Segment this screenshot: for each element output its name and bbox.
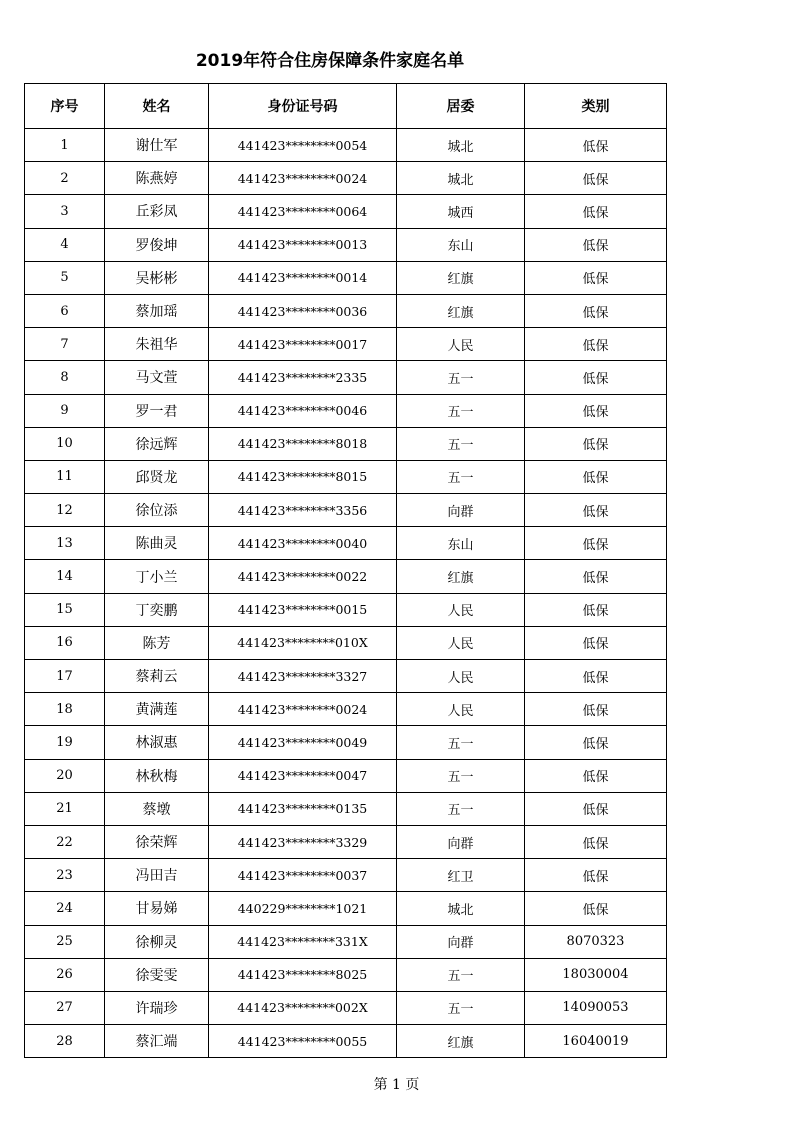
- cell-category: 低保: [525, 593, 667, 626]
- cell-category: 低保: [525, 494, 667, 527]
- cell-id: 441423********3329: [209, 825, 397, 858]
- cell-category: 18030004: [525, 958, 667, 991]
- cell-no: 28: [25, 1025, 105, 1058]
- cell-no: 17: [25, 660, 105, 693]
- cell-name: 徐雯雯: [105, 958, 209, 991]
- cell-committee: 五一: [397, 394, 525, 427]
- cell-category: 低保: [525, 328, 667, 361]
- cell-id: 441423********0022: [209, 560, 397, 593]
- cell-category: 低保: [525, 228, 667, 261]
- cell-no: 14: [25, 560, 105, 593]
- cell-name: 丁奕鹏: [105, 593, 209, 626]
- cell-no: 18: [25, 693, 105, 726]
- cell-no: 26: [25, 958, 105, 991]
- cell-name: 冯田吉: [105, 859, 209, 892]
- cell-no: 2: [25, 162, 105, 195]
- table-row: [25, 195, 667, 228]
- cell-id: 441423********0047: [209, 759, 397, 792]
- table-row: [25, 527, 667, 560]
- cell-no: 19: [25, 726, 105, 759]
- cell-category: 低保: [525, 560, 667, 593]
- cell-no: 12: [25, 494, 105, 527]
- cell-name: 吴彬彬: [105, 261, 209, 294]
- cell-category: 低保: [525, 660, 667, 693]
- table-row: [25, 294, 667, 327]
- cell-committee: 城西: [397, 195, 525, 228]
- cell-id: 441423********8015: [209, 460, 397, 493]
- cell-category: 低保: [525, 129, 667, 162]
- cell-committee: 五一: [397, 726, 525, 759]
- cell-name: 蔡汇端: [105, 1025, 209, 1058]
- cell-name: 邱贤龙: [105, 460, 209, 493]
- cell-committee: 五一: [397, 991, 525, 1024]
- cell-category: 低保: [525, 693, 667, 726]
- cell-id: 441423********0049: [209, 726, 397, 759]
- cell-id: 441423********0024: [209, 693, 397, 726]
- cell-no: 24: [25, 892, 105, 925]
- cell-committee: 五一: [397, 792, 525, 825]
- table-row: [25, 1025, 667, 1058]
- table-row: [25, 394, 667, 427]
- cell-id: 441423********0135: [209, 792, 397, 825]
- cell-name: 甘易娣: [105, 892, 209, 925]
- cell-name: 丘彩凤: [105, 195, 209, 228]
- cell-name: 许瑞珍: [105, 991, 209, 1024]
- cell-category: 8070323: [525, 925, 667, 958]
- cell-id: 441423********0037: [209, 859, 397, 892]
- cell-committee: 城北: [397, 129, 525, 162]
- cell-id: 441423********0017: [209, 328, 397, 361]
- table-row: [25, 925, 667, 958]
- cell-category: 低保: [525, 427, 667, 460]
- cell-id: 441423********0040: [209, 527, 397, 560]
- table-row: [25, 825, 667, 858]
- cell-no: 10: [25, 427, 105, 460]
- cell-name: 罗一君: [105, 394, 209, 427]
- table-row: [25, 593, 667, 626]
- header-committee: 居委: [397, 84, 525, 129]
- cell-committee: 红旗: [397, 560, 525, 593]
- cell-committee: 城北: [397, 892, 525, 925]
- cell-name: 丁小兰: [105, 560, 209, 593]
- table-row: [25, 427, 667, 460]
- cell-category: 低保: [525, 859, 667, 892]
- cell-name: 谢仕军: [105, 129, 209, 162]
- cell-name: 马文萱: [105, 361, 209, 394]
- table-row: [25, 693, 667, 726]
- page-title: 2019年符合住房保障条件家庭名单: [195, 51, 465, 71]
- table-header-row: [25, 84, 667, 129]
- cell-category: 14090053: [525, 991, 667, 1024]
- cell-committee: 东山: [397, 527, 525, 560]
- table-row: [25, 991, 667, 1024]
- cell-name: 罗俊坤: [105, 228, 209, 261]
- cell-name: 黄满莲: [105, 693, 209, 726]
- cell-committee: 红旗: [397, 261, 525, 294]
- cell-no: 23: [25, 859, 105, 892]
- cell-committee: 人民: [397, 660, 525, 693]
- cell-id: 441423********0014: [209, 261, 397, 294]
- header-category: 类别: [525, 84, 667, 129]
- cell-name: 朱祖华: [105, 328, 209, 361]
- cell-category: 低保: [525, 626, 667, 659]
- family-list-table: [24, 83, 667, 1058]
- table-row: [25, 859, 667, 892]
- table-row: [25, 560, 667, 593]
- cell-id: 441423********2335: [209, 361, 397, 394]
- table-row: [25, 129, 667, 162]
- cell-id: 441423********002X: [209, 991, 397, 1024]
- cell-no: 1: [25, 129, 105, 162]
- cell-no: 15: [25, 593, 105, 626]
- cell-committee: 五一: [397, 361, 525, 394]
- table-row: [25, 228, 667, 261]
- cell-no: 16: [25, 626, 105, 659]
- table-row: [25, 361, 667, 394]
- cell-no: 25: [25, 925, 105, 958]
- cell-committee: 向群: [397, 925, 525, 958]
- cell-id: 441423********0015: [209, 593, 397, 626]
- cell-category: 低保: [525, 460, 667, 493]
- cell-committee: 向群: [397, 825, 525, 858]
- cell-category: 16040019: [525, 1025, 667, 1058]
- cell-name: 陈燕婷: [105, 162, 209, 195]
- table-row: [25, 759, 667, 792]
- cell-id: 441423********8025: [209, 958, 397, 991]
- cell-committee: 城北: [397, 162, 525, 195]
- cell-category: 低保: [525, 294, 667, 327]
- cell-id: 441423********0046: [209, 394, 397, 427]
- table-row: [25, 892, 667, 925]
- table-row: [25, 626, 667, 659]
- cell-no: 13: [25, 527, 105, 560]
- cell-no: 6: [25, 294, 105, 327]
- table-row: [25, 162, 667, 195]
- cell-name: 徐柳灵: [105, 925, 209, 958]
- cell-no: 5: [25, 261, 105, 294]
- cell-committee: 东山: [397, 228, 525, 261]
- cell-category: 低保: [525, 261, 667, 294]
- cell-name: 徐远辉: [105, 427, 209, 460]
- page-footer: 第 1 页: [373, 1077, 420, 1093]
- cell-no: 20: [25, 759, 105, 792]
- cell-id: 441423********0054: [209, 129, 397, 162]
- table-row: [25, 792, 667, 825]
- cell-id: 441423********3356: [209, 494, 397, 527]
- cell-category: 低保: [525, 726, 667, 759]
- cell-name: 陈曲灵: [105, 527, 209, 560]
- cell-name: 徐荣辉: [105, 825, 209, 858]
- cell-no: 3: [25, 195, 105, 228]
- cell-committee: 人民: [397, 626, 525, 659]
- cell-id: 441423********0055: [209, 1025, 397, 1058]
- table-row: [25, 494, 667, 527]
- cell-committee: 五一: [397, 759, 525, 792]
- cell-category: 低保: [525, 759, 667, 792]
- cell-committee: 五一: [397, 460, 525, 493]
- header-no: 序号: [25, 84, 105, 129]
- cell-id: 440229********1021: [209, 892, 397, 925]
- cell-category: 低保: [525, 394, 667, 427]
- cell-committee: 红旗: [397, 294, 525, 327]
- cell-category: 低保: [525, 825, 667, 858]
- cell-name: 陈芳: [105, 626, 209, 659]
- cell-category: 低保: [525, 527, 667, 560]
- cell-committee: 人民: [397, 328, 525, 361]
- table-row: [25, 460, 667, 493]
- cell-no: 7: [25, 328, 105, 361]
- table-row: [25, 660, 667, 693]
- cell-category: 低保: [525, 162, 667, 195]
- cell-no: 27: [25, 991, 105, 1024]
- cell-id: 441423********010X: [209, 626, 397, 659]
- cell-id: 441423********331X: [209, 925, 397, 958]
- cell-committee: 人民: [397, 593, 525, 626]
- table-row: [25, 726, 667, 759]
- cell-name: 蔡加瑶: [105, 294, 209, 327]
- cell-committee: 五一: [397, 427, 525, 460]
- cell-no: 9: [25, 394, 105, 427]
- cell-id: 441423********3327: [209, 660, 397, 693]
- table-row: [25, 328, 667, 361]
- cell-id: 441423********0013: [209, 228, 397, 261]
- cell-name: 林秋梅: [105, 759, 209, 792]
- table-row: [25, 261, 667, 294]
- cell-name: 徐位添: [105, 494, 209, 527]
- cell-no: 8: [25, 361, 105, 394]
- header-name: 姓名: [105, 84, 209, 129]
- table-row: [25, 958, 667, 991]
- cell-category: 低保: [525, 195, 667, 228]
- cell-id: 441423********8018: [209, 427, 397, 460]
- cell-id: 441423********0036: [209, 294, 397, 327]
- cell-no: 4: [25, 228, 105, 261]
- cell-no: 21: [25, 792, 105, 825]
- cell-category: 低保: [525, 792, 667, 825]
- cell-name: 蔡莉云: [105, 660, 209, 693]
- cell-id: 441423********0024: [209, 162, 397, 195]
- cell-committee: 红旗: [397, 1025, 525, 1058]
- cell-category: 低保: [525, 892, 667, 925]
- cell-committee: 人民: [397, 693, 525, 726]
- cell-committee: 五一: [397, 958, 525, 991]
- cell-category: 低保: [525, 361, 667, 394]
- cell-name: 林淑惠: [105, 726, 209, 759]
- cell-id: 441423********0064: [209, 195, 397, 228]
- cell-no: 11: [25, 460, 105, 493]
- cell-no: 22: [25, 825, 105, 858]
- cell-name: 蔡墩: [105, 792, 209, 825]
- cell-committee: 红卫: [397, 859, 525, 892]
- cell-committee: 向群: [397, 494, 525, 527]
- header-id: 身份证号码: [209, 84, 397, 129]
